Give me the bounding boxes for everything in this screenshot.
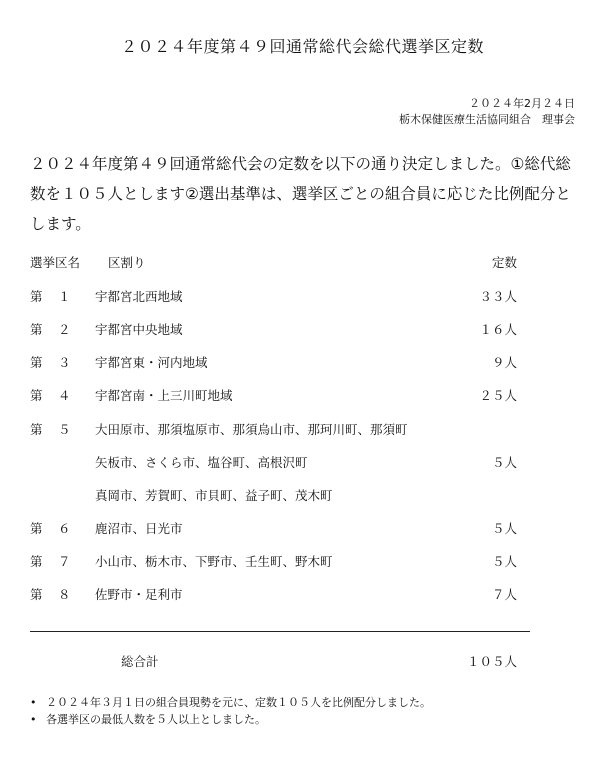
row-region: 佐野市・足利市 (95, 587, 183, 602)
row-number: ７ (58, 554, 71, 569)
row-number: ５ (58, 422, 71, 437)
row-label: 第 (30, 355, 43, 370)
row-region: 宇都宮東・河内地域 (95, 355, 208, 370)
row-label: 第 (30, 289, 43, 304)
row-number: ４ (58, 388, 71, 403)
bullet-icon: • (30, 696, 37, 709)
intro-paragraph: ２０２４年度第４９回通常総代会の定数を以下の通り決定しました。①総代総数を１０５人とします②選出基準は、選挙区ごとの組合員に応じた比例配分とします。 (30, 155, 571, 233)
row-region: 宇都宮中央地域 (95, 322, 183, 337)
note-item (30, 711, 266, 727)
row-region: 宇都宮南・上三川町地域 (95, 388, 233, 403)
bullet-icon: • (30, 713, 37, 726)
row-number: １ (58, 289, 71, 304)
row-count: １６人 (479, 322, 517, 337)
row-region: 大田原市、那須塩原市、那須烏山市、那珂川町、那須町 (95, 422, 408, 437)
header-district: 選挙区名 (30, 255, 81, 270)
row-number: ３ (58, 355, 71, 370)
header-area: 区割り (108, 255, 146, 270)
row-label: 第 (30, 554, 43, 569)
row-label: 第 (30, 521, 43, 536)
note-text: ２０２４年３月１日の組合員現勢を元に、定数１０５人を比例配分しました。 (46, 696, 431, 709)
row-label: 第 (30, 422, 43, 437)
row-number: ２ (58, 322, 71, 337)
row-count: ７人 (491, 587, 517, 602)
row-region: 宇都宮北西地域 (95, 289, 183, 304)
issuing-organization: 栃木保健医療生活協同組合 理事会 (399, 113, 575, 126)
issue-date: ２０２４年2月２４日 (469, 97, 575, 110)
row-region: 矢板市、さくら市、塩谷町、高根沢町 (95, 455, 308, 470)
row-region: 鹿沼市、日光市 (95, 521, 183, 536)
row-count: ２５人 (479, 388, 517, 403)
header-quota: 定数 (491, 255, 517, 270)
document-title: ２０２４年度第４９回通常総代会総代選挙区定数 (120, 37, 484, 56)
row-region: 小山市、栃木市、下野市、壬生町、野木町 (95, 554, 333, 569)
row-count: ５人 (491, 521, 517, 536)
row-label: 第 (30, 388, 43, 403)
row-count: ９人 (491, 355, 517, 370)
total-divider (30, 631, 530, 632)
row-count: ５人 (491, 455, 517, 470)
note-item (30, 694, 431, 710)
row-label: 第 (30, 322, 43, 337)
note-text: 各選挙区の最低人数を５人以上としました。 (46, 713, 266, 726)
row-number: ６ (58, 521, 71, 536)
row-number: ８ (58, 587, 71, 602)
row-count: ５人 (491, 554, 517, 569)
row-label: 第 (30, 587, 43, 602)
row-region: 真岡市、芳賀町、市貝町、益子町、茂木町 (95, 488, 333, 503)
total-label: 総合計 (121, 654, 159, 669)
row-count: ３３人 (479, 289, 517, 304)
total-value: １０５人 (466, 654, 517, 669)
